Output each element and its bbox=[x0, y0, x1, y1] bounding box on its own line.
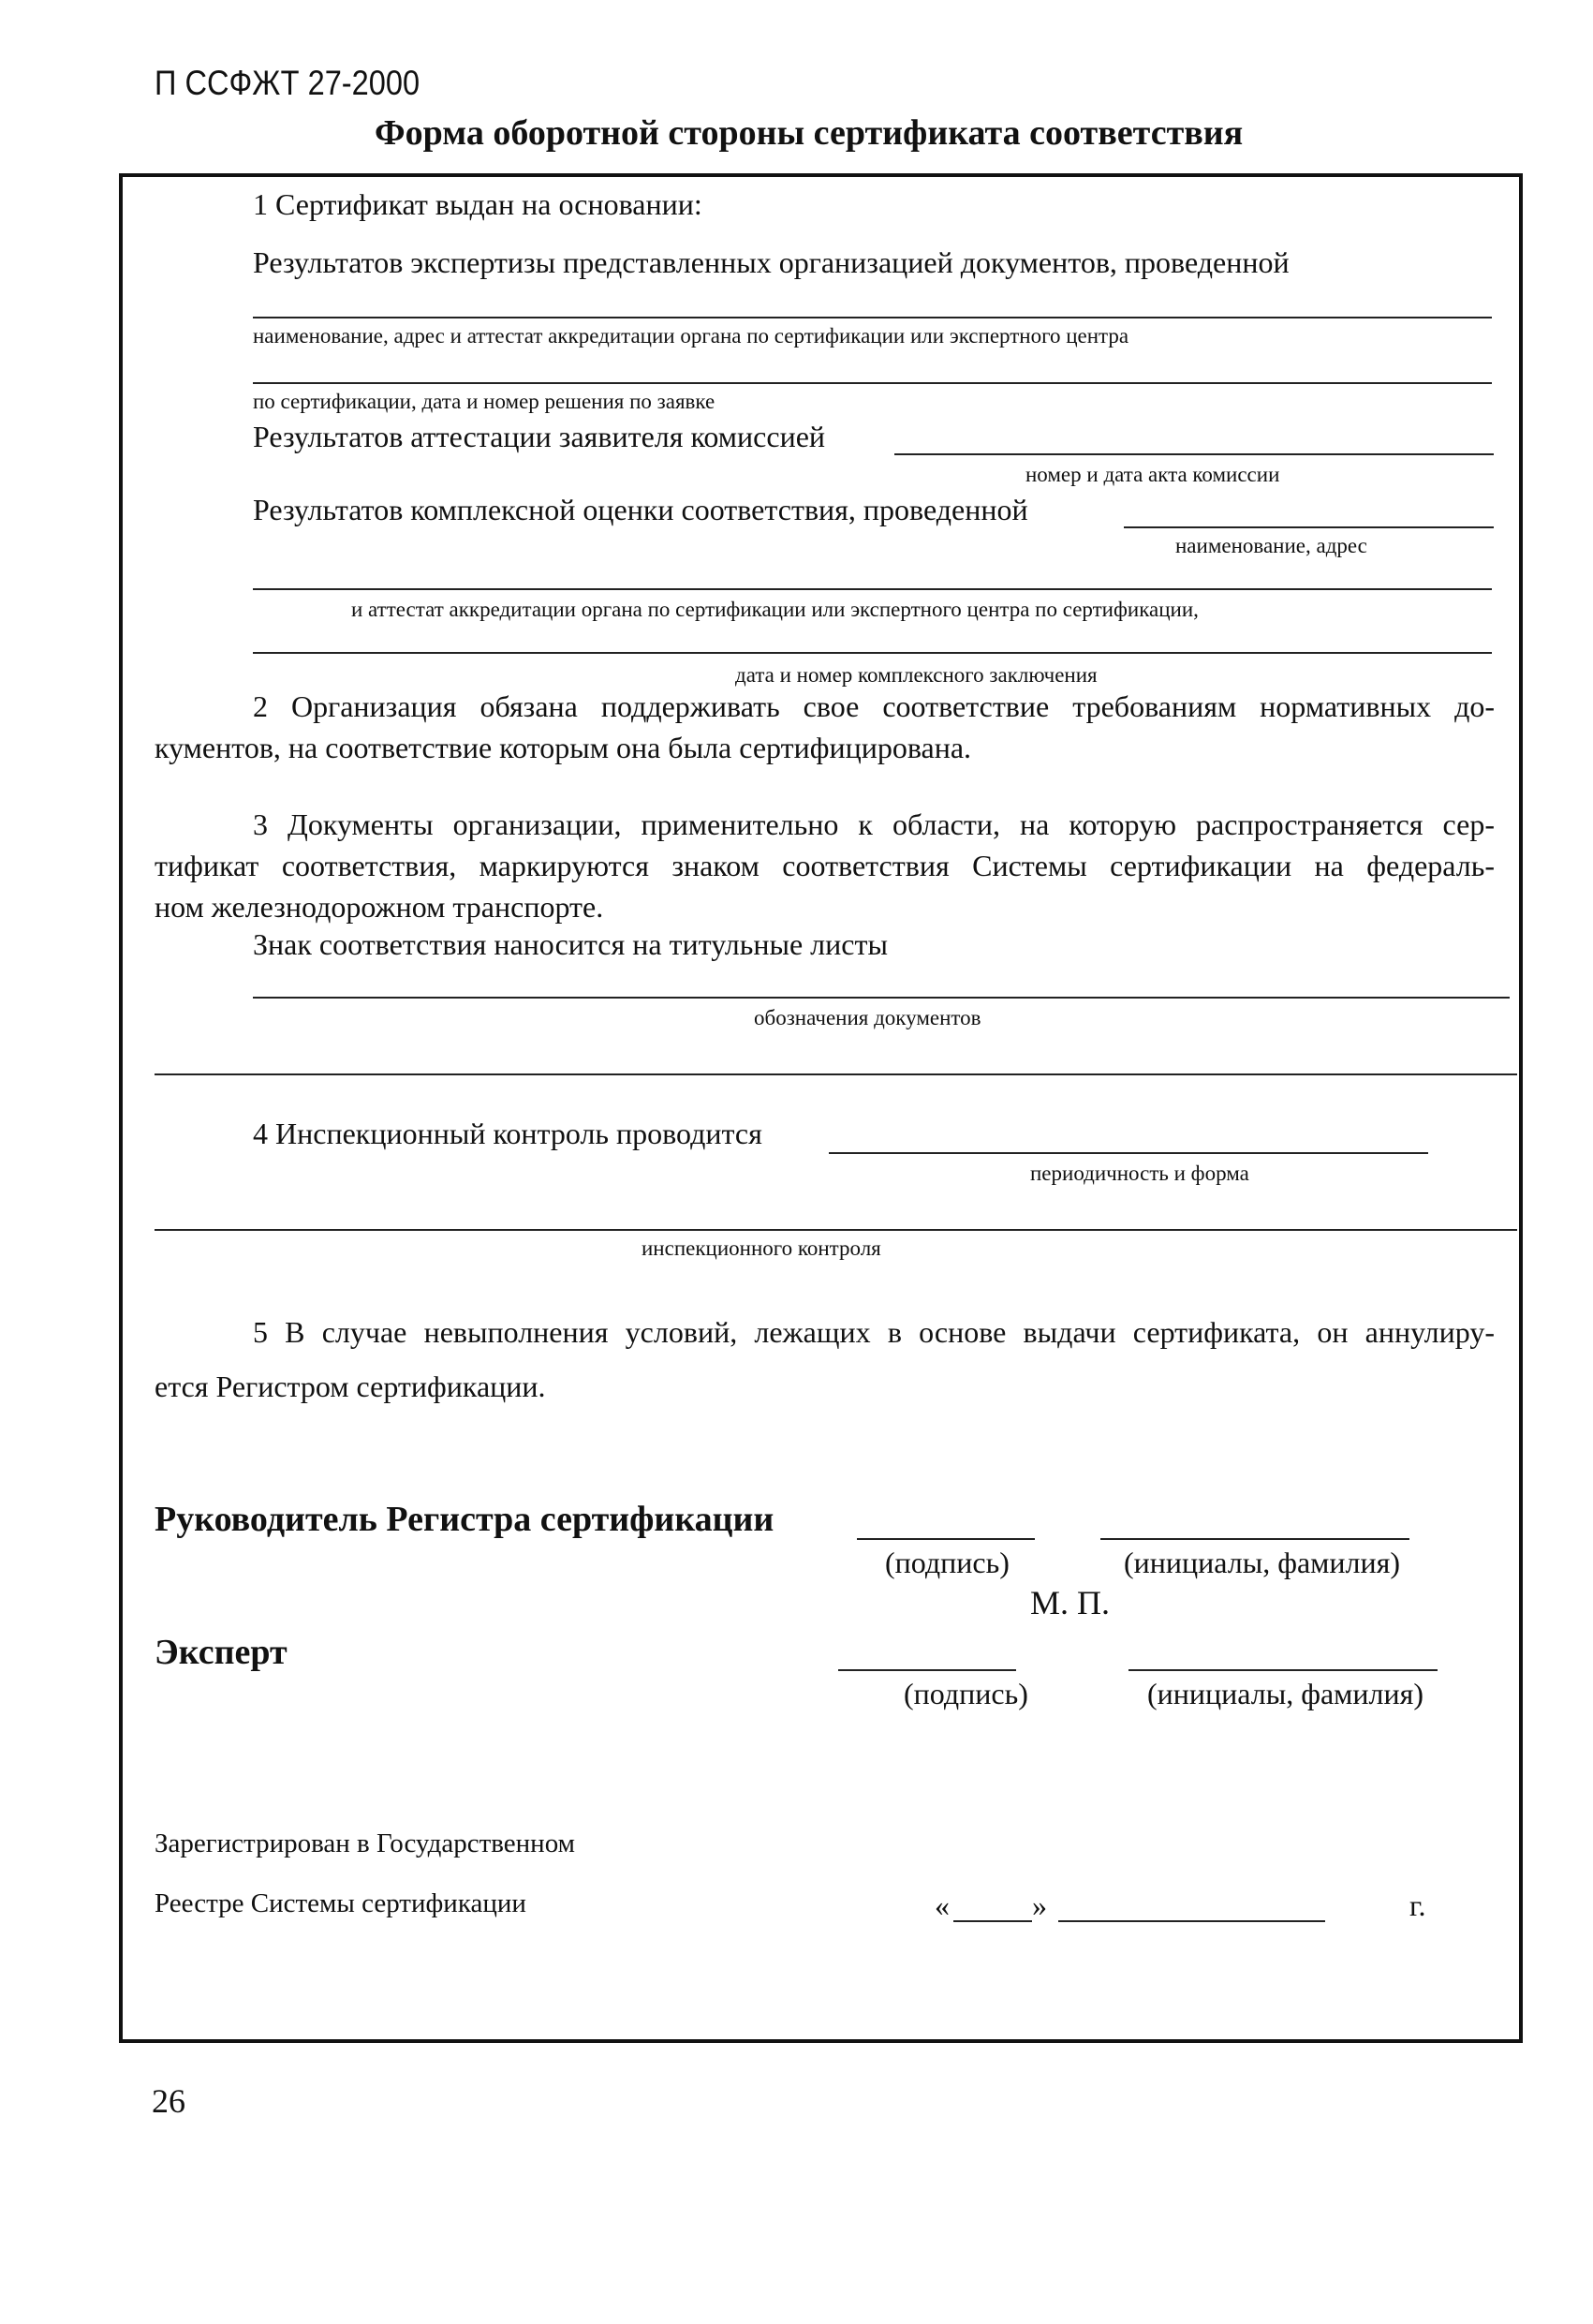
document-code: П ССФЖТ 27-2000 bbox=[155, 64, 420, 102]
section1-heading: 1 Сертификат выдан на основании: bbox=[253, 187, 702, 221]
complex-hint-3: дата и номер комплексного заключения bbox=[735, 663, 1098, 687]
complex-blank-3 bbox=[253, 652, 1492, 654]
inspection-hint-1: периодичность и форма bbox=[1030, 1162, 1249, 1185]
section3-line1: 3 Документы организации, применительно к области, на которую распространяется сер- bbox=[253, 807, 1495, 841]
inspection-blank-1 bbox=[829, 1152, 1428, 1154]
attestation-blank bbox=[894, 453, 1494, 455]
expert-signature-line bbox=[838, 1669, 1016, 1671]
registration-line1: Зарегистрирован в Государственном bbox=[155, 1828, 576, 1858]
date-quote-close: » bbox=[1032, 1888, 1047, 1922]
expert-signature-hint: (подпись) bbox=[904, 1677, 1028, 1710]
complex-hint-1: наименование, адрес bbox=[1175, 534, 1367, 557]
stamp-place: М. П. bbox=[1030, 1584, 1111, 1621]
expert-name-hint: (инициалы, фамилия) bbox=[1147, 1677, 1424, 1710]
head-name-hint: (инициалы, фамилия) bbox=[1124, 1546, 1401, 1579]
expertise-blank-2 bbox=[253, 382, 1492, 384]
expertise-hint-1: наименование, адрес и аттестат аккредитации органа по сертификации или экспертного центра bbox=[253, 324, 1129, 348]
section5-line2: ется Регистром сертификации. bbox=[155, 1369, 546, 1403]
section2-line1: 2 Организация обязана поддерживать свое соответствие требованиям нормативных до- bbox=[253, 689, 1495, 723]
section3-line3: ном железнодорожном транспорте. bbox=[155, 890, 604, 924]
page-number: 26 bbox=[152, 2082, 185, 2120]
date-quote-open: « bbox=[935, 1888, 950, 1922]
complex-blank-2 bbox=[253, 588, 1492, 590]
expertise-hint-2: по сертификации, дата и номер решения по заявке bbox=[253, 390, 715, 413]
complex-blank-1 bbox=[1124, 526, 1494, 528]
section5-line1: 5 В случае невыполнения условий, лежащих в основе выдачи сертификата, он аннулиру- bbox=[253, 1315, 1495, 1349]
date-month-blank bbox=[1058, 1920, 1325, 1922]
page-title: Форма оборотной стороны сертификата соответствия bbox=[375, 113, 1244, 153]
section3-line2: тификат соответствия, маркируются знаком соответствия Системы сертификации на федераль- bbox=[155, 849, 1495, 882]
mark-hint: обозначения документов bbox=[754, 1006, 981, 1029]
mark-blank-2 bbox=[155, 1073, 1517, 1075]
expertise-line: Результатов экспертизы представленных организацией документов, проведенной bbox=[253, 245, 1290, 279]
inspection-hint-2: инспекционного контроля bbox=[642, 1236, 881, 1260]
date-day-blank bbox=[953, 1920, 1032, 1922]
expert-label: Эксперт bbox=[155, 1633, 288, 1672]
section2-line2: кументов, на соответствие которым она была сертифицирована. bbox=[155, 731, 972, 764]
registration-line2: Реестре Системы сертификации bbox=[155, 1888, 526, 1918]
inspection-blank-2 bbox=[155, 1229, 1517, 1231]
expert-name-line bbox=[1128, 1669, 1438, 1671]
complex-hint-2: и аттестат аккредитации органа по сертификации или экспертного центра по сертификации, bbox=[351, 598, 1199, 621]
mark-blank-1 bbox=[253, 997, 1510, 999]
section4-line: 4 Инспекционный контроль проводится bbox=[253, 1117, 762, 1150]
mark-line: Знак соответствия наносится на титульные листы bbox=[253, 927, 888, 961]
head-signature-hint: (подпись) bbox=[885, 1546, 1010, 1579]
year-suffix: г. bbox=[1409, 1888, 1426, 1922]
attestation-hint: номер и дата акта комиссии bbox=[1025, 463, 1280, 486]
attestation-line: Результатов аттестации заявителя комиссией bbox=[253, 420, 826, 453]
head-of-registry-label: Руководитель Регистра сертификации bbox=[155, 1500, 774, 1539]
complex-line: Результатов комплексной оценки соответствия, проведенной bbox=[253, 493, 1028, 526]
head-signature-line bbox=[857, 1538, 1035, 1540]
expertise-blank-1 bbox=[253, 317, 1492, 318]
head-name-line bbox=[1100, 1538, 1409, 1540]
